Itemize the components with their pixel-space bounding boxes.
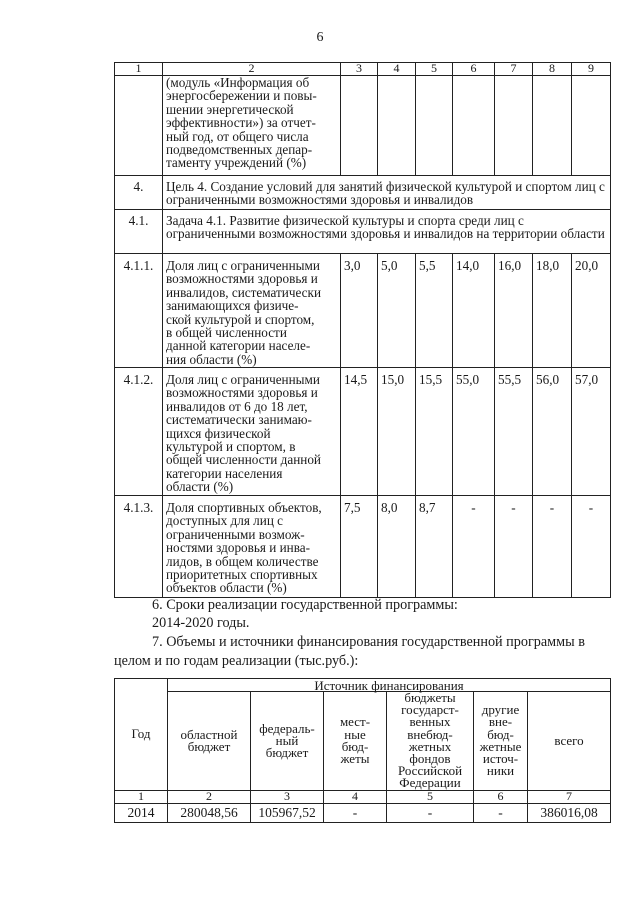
indicator-value-2017: -: [453, 496, 495, 598]
indicator-value-2016: 5,5: [416, 254, 453, 368]
indicator-value-2020: 57,0: [572, 368, 611, 496]
indicator-value-2015: 5,0: [378, 254, 416, 368]
finance-data-row: [115, 803, 611, 822]
task-number: 4.1.: [115, 210, 163, 254]
indicator-value-2015: 15,0: [378, 368, 416, 496]
indicator-value-2020: 20,0: [572, 254, 611, 368]
indicator-value-2019: 18,0: [533, 254, 572, 368]
finance-col-number-5: 5: [387, 790, 474, 803]
goal-row: [115, 176, 611, 210]
col-number-2: 2: [163, 63, 341, 76]
indicator-text: Доля спортивных объектов, доступных для лиц с ограниченными возмож- ностями здоровья и инва- лидов, в общем количестве приоритетных спортивных объектов области (%): [163, 496, 341, 598]
finance-col-number-3: 3: [251, 790, 324, 803]
indicator-value-2018: 55,5: [495, 368, 533, 496]
indicator-value-2019: 56,0: [533, 368, 572, 496]
finance-regional-budget: 280048,56: [168, 803, 251, 822]
indicator-row: [115, 254, 611, 368]
indicator-value-2018: 16,0: [495, 254, 533, 368]
regional-budget-header: областной бюджет: [168, 692, 251, 791]
continuation-text: (модуль «Информация об энергосбережении и повы- шении энергетической эффективности») за отчет- ный год, от общего числа подведомственных депар- таменту учреждений (%): [163, 76, 341, 176]
indicator-value-2014: 3,0: [341, 254, 378, 368]
source-header: Источник финансирования: [168, 679, 611, 692]
continuation-row: [115, 76, 611, 176]
column-number-row: [115, 63, 611, 76]
indicator-value-2016: 15,5: [416, 368, 453, 496]
indicator-number: 4.1.3.: [115, 496, 163, 598]
col-number-5: 5: [416, 63, 453, 76]
other-sources-header: другие вне- бюд- жетные источ- ники: [474, 692, 528, 791]
indicator-text: Доля лиц с ограниченными возможностями здоровья и инвалидов от 6 до 18 лет, систематически занимаю- щихся физической культурой и спортом, в общей численности данной категории населения области (%): [163, 368, 341, 496]
indicator-value-2015: 8,0: [378, 496, 416, 598]
finance-federal-budget: 105967,52: [251, 803, 324, 822]
finance-col-number-1: 1: [115, 790, 168, 803]
indicator-value-2014: 14,5: [341, 368, 378, 496]
task-text: Задача 4.1. Развитие физической культуры и спорта среди лиц с ограниченными возможностями здоровья и инвалидов на территории области: [163, 210, 611, 254]
finance-subheader-row: [115, 692, 611, 791]
indicator-number: 4.1.1.: [115, 254, 163, 368]
indicator-value-2017: 14,0: [453, 254, 495, 368]
section-6-heading: 6. Сроки реализации государственной программы:: [152, 597, 458, 613]
finance-other-sources: -: [474, 803, 528, 822]
section-6-years: 2014-2020 годы.: [152, 615, 250, 631]
finance-col-number-4: 4: [324, 790, 387, 803]
finance-year: 2014: [115, 803, 168, 822]
indicator-value-2014: 7,5: [341, 496, 378, 598]
indicator-value-2017: 55,0: [453, 368, 495, 496]
local-budgets-header: мест- ные бюд- жеты: [324, 692, 387, 791]
total-header: всего: [528, 692, 611, 791]
federal-budget-header: федераль- ный бюджет: [251, 692, 324, 791]
section-7-heading-line2: целом и по годам реализации (тыс.руб.):: [114, 653, 359, 669]
finance-total: 386016,08: [528, 803, 611, 822]
finance-table: [114, 678, 611, 823]
year-header: Год: [115, 679, 168, 791]
indicator-value-2018: -: [495, 496, 533, 598]
col-number-1: 1: [115, 63, 163, 76]
finance-local-budgets: -: [324, 803, 387, 822]
goal-text: Цель 4. Создание условий для занятий физической культурой и спортом лиц с ограниченными возможностями здоровья и инвалидов: [163, 176, 611, 210]
col-number-9: 9: [572, 63, 611, 76]
indicator-value-2019: -: [533, 496, 572, 598]
finance-extrabudgetary-funds: -: [387, 803, 474, 822]
col-number-3: 3: [341, 63, 378, 76]
extrabudgetary-funds-header: бюджеты государст- венных внебюд- жетных фондов Российской Федерации: [387, 692, 474, 791]
finance-header-row: [115, 679, 611, 692]
col-number-8: 8: [533, 63, 572, 76]
indicator-value-2020: -: [572, 496, 611, 598]
indicators-table: [114, 62, 611, 598]
finance-col-number-7: 7: [528, 790, 611, 803]
finance-column-number-row: [115, 790, 611, 803]
page-number: 6: [316, 30, 324, 45]
indicator-row: [115, 496, 611, 598]
indicator-value-2016: 8,7: [416, 496, 453, 598]
indicator-text: Доля лиц с ограниченными возможностями здоровья и инвалидов, систематически занимающихся физиче- ской культурой и спортом, в общей численности данной категории населе- ния области (%): [163, 254, 341, 368]
finance-col-number-6: 6: [474, 790, 528, 803]
indicator-number: 4.1.2.: [115, 368, 163, 496]
indicator-row: [115, 368, 611, 496]
col-number-4: 4: [378, 63, 416, 76]
col-number-6: 6: [453, 63, 495, 76]
task-row: [115, 210, 611, 254]
goal-number: 4.: [115, 176, 163, 210]
section-7-heading-line1: 7. Объемы и источники финансирования государственной программы в: [152, 634, 585, 650]
col-number-7: 7: [495, 63, 533, 76]
finance-col-number-2: 2: [168, 790, 251, 803]
